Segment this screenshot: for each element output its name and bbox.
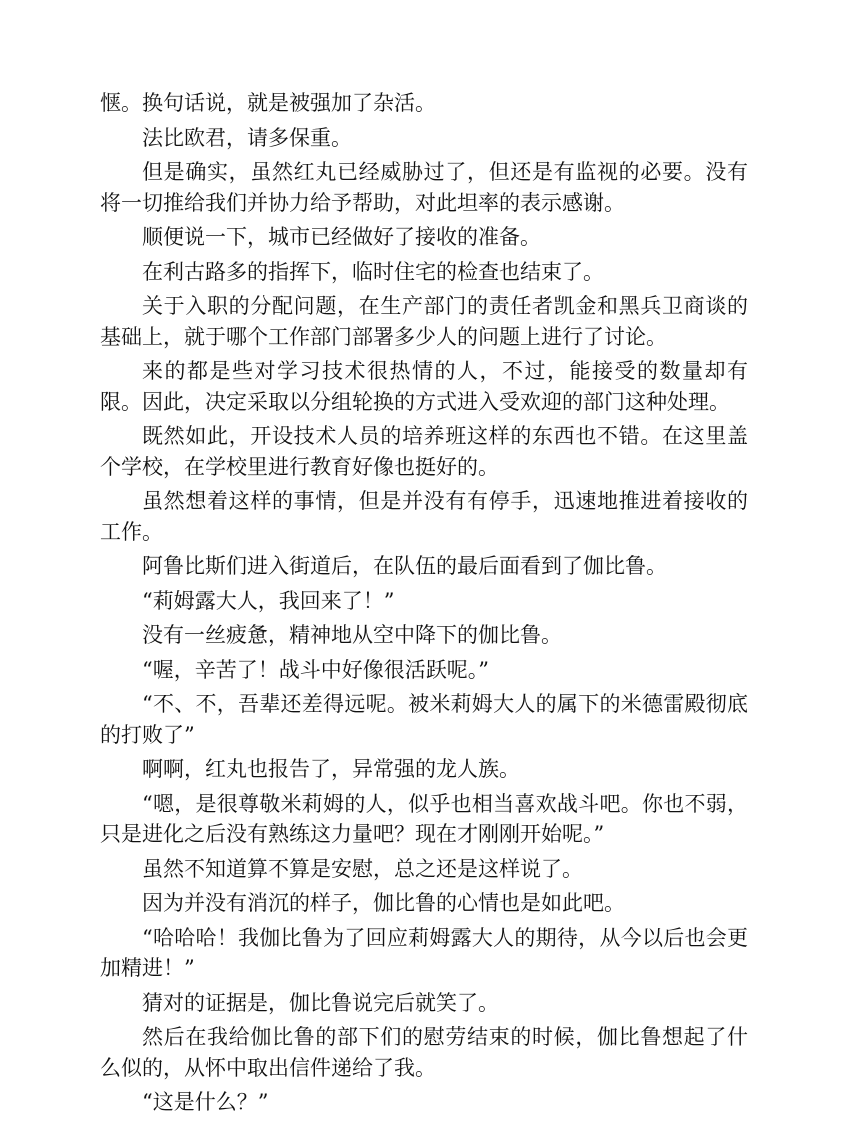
paragraph: 然后在我给伽比鲁的部下们的慰劳结束的时候，伽比鲁想起了什么似的，从怀中取出信件递给了我。 <box>100 1025 748 1080</box>
paragraph: 猜对的证据是，伽比鲁说完后就笑了。 <box>142 990 499 1015</box>
paragraph: 既然如此，开设技术人员的培养班这样的东西也不错。在这里盖个学校，在学校里进行教育好像也挺好的。 <box>100 424 748 479</box>
dialogue-line: “不、不，吾辈还差得远呢。被米莉姆大人的属下的米德雷殿彻底的打败了” <box>100 692 748 747</box>
paragraph: 在利古路多的指挥下，临时住宅的检查也结束了。 <box>142 259 604 284</box>
paragraph: 关于入职的分配问题，在生产部门的责任者凯金和黑兵卫商谈的基础上，就于哪个工作部门部署多少人的问题上进行了讨论。 <box>100 294 748 349</box>
paragraph: 因为并没有消沉的样子，伽比鲁的心情也是如此吧。 <box>142 891 625 915</box>
dialogue-line: “嗯，是很尊敬米莉姆的人，似乎也相当喜欢战斗吧。你也不弱，只是进化之后没有熟练这力量吧？现在才刚刚开始呢。” <box>100 791 748 846</box>
paragraph: 来的都是些对学习技术很热情的人，不过，能接受的数量却有限。因此，决定采取以分组轮换的方式进入受欢迎的部门这种处理。 <box>100 359 748 414</box>
dialogue-line: “这是什么？” <box>142 1090 269 1114</box>
paragraph: 虽然不知道算不算是安慰，总之还是这样说了。 <box>142 856 583 881</box>
paragraph: 顺便说一下，城市已经做好了接收的准备。 <box>142 225 541 249</box>
dialogue-line: “哈哈哈！我伽比鲁为了回应莉姆露大人的期待，从今以后也会更加精进！” <box>100 925 748 980</box>
paragraph: 法比欧君，请多保重。 <box>142 125 352 150</box>
text-body <box>100 88 748 1122</box>
paragraph: 没有一丝疲惫，精神地从空中降下的伽比鲁。 <box>142 623 562 647</box>
dialogue-line: “喔，辛苦了！战斗中好像很活跃呢。” <box>142 657 489 682</box>
paragraph: 虽然想着这样的事情，但是并没有有停手，迅速地推进着接收的工作。 <box>100 489 748 544</box>
paragraph: 啊啊，红丸也报告了，异常强的龙人族。 <box>142 757 520 781</box>
paragraph: 阿鲁比斯们进入街道后，在队伍的最后面看到了伽比鲁。 <box>142 554 667 578</box>
dialogue-line: “莉姆露大人，我回来了！” <box>142 588 395 613</box>
paragraph: 但是确实，虽然红丸已经威胁过了，但还是有监视的必要。没有将一切推给我们并协力给予帮助，对此坦率的表示感谢。 <box>100 160 748 215</box>
paragraph: 惬。换句话说，就是被强加了杂活。 <box>100 91 436 115</box>
